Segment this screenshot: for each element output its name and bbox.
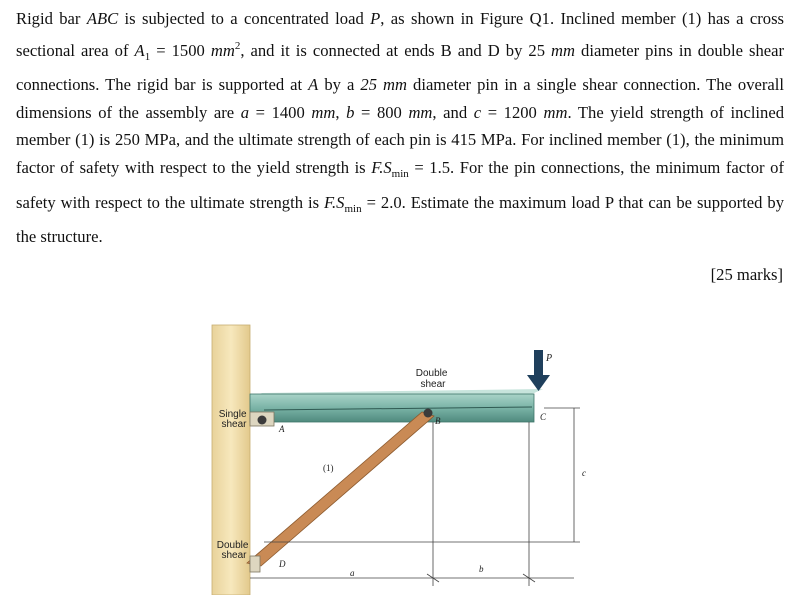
- pin-b: [424, 409, 433, 418]
- figure-q1: [206, 310, 606, 595]
- problem-statement: [16, 5, 784, 251]
- label-double-shear-top: Double shear: [415, 368, 448, 390]
- load-arrow-shaft: [534, 350, 543, 376]
- label-dim-a: a: [350, 568, 355, 578]
- inclined-member-1: [247, 412, 434, 566]
- label-p: P: [546, 353, 553, 364]
- load-arrow-head: [527, 375, 550, 391]
- label-double-shear-bottom: Double shear: [216, 540, 249, 561]
- marks-label: [25 marks]: [710, 265, 783, 284]
- label-member-1: (1): [323, 463, 334, 473]
- label-single-shear: Single shear: [218, 409, 247, 430]
- rigid-bar-abc: [250, 394, 534, 422]
- label-dim-c: c: [582, 468, 586, 478]
- dimension-lines: [250, 408, 580, 586]
- bracket-d: [250, 556, 260, 572]
- pin-a: [258, 416, 267, 425]
- label-b-point: B: [435, 416, 441, 426]
- label-d-point: D: [279, 559, 286, 569]
- label-dim-b: b: [479, 564, 484, 574]
- label-c-point: C: [540, 412, 547, 422]
- label-a-point: A: [279, 424, 285, 434]
- problem-text: Rigid bar ABC is subjected to a concentrated load P, as shown in Figure Q1. Inclined member (1) has a cross sectional area of $A_1 = 1500$ $mm^2$, and it is connected at ends B and D by 25 mm diameter pins in double shear connections. The rigid bar is supported at A by a 25 mm diameter pin in a single shear connection. The overall dimensions of the assembly are a = 1400 mm, b = 800 mm, and c = 1200 mm. The yield strength of inclined member (1) is 250 MPa, and the ultimate strength of each pin is 415 MPa. For inclined member (1), the minimum factor of safety with respect to the yield strength is $F.S_{min} = 1.5$. For the pin connections, the minimum factor of safety with respect to the ultimate strength is $F.S_{min} = 2.0$. Estimate the maximum load P that can be supported by the structure.: [16, 9, 785, 247]
- structure-diagram: [206, 310, 606, 595]
